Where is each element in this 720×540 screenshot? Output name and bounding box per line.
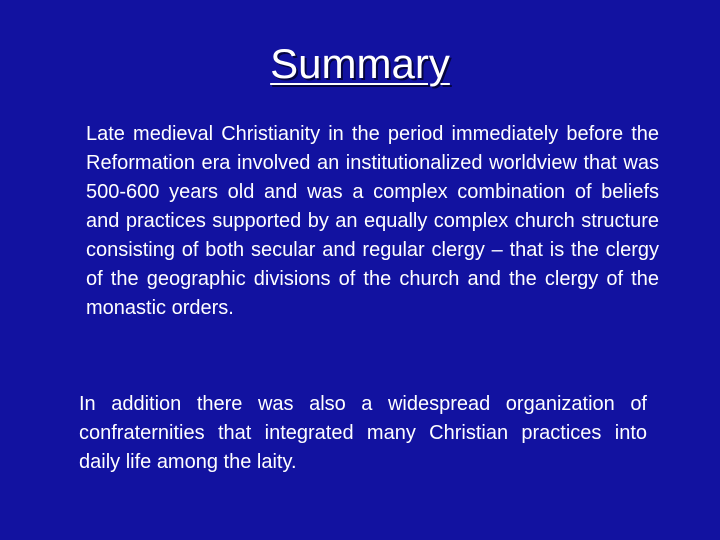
slide-title: Summary — [270, 40, 450, 87]
summary-paragraph-1: Late medieval Christianity in the period immediately before the Reformation era involved an institutionalized worldview that was 500-600 years old and was a complex combination of beliefs and practices supported by an equally complex church structure consisting of both secular and regular clergy – that is the clergy of the geographic divisions of the church and the clergy of the monastic orders. — [86, 123, 659, 319]
summary-paragraph-2: In addition there was also a widespread organization of confraternities that integrated many Christian practices into daily life among the laity. — [79, 393, 647, 473]
